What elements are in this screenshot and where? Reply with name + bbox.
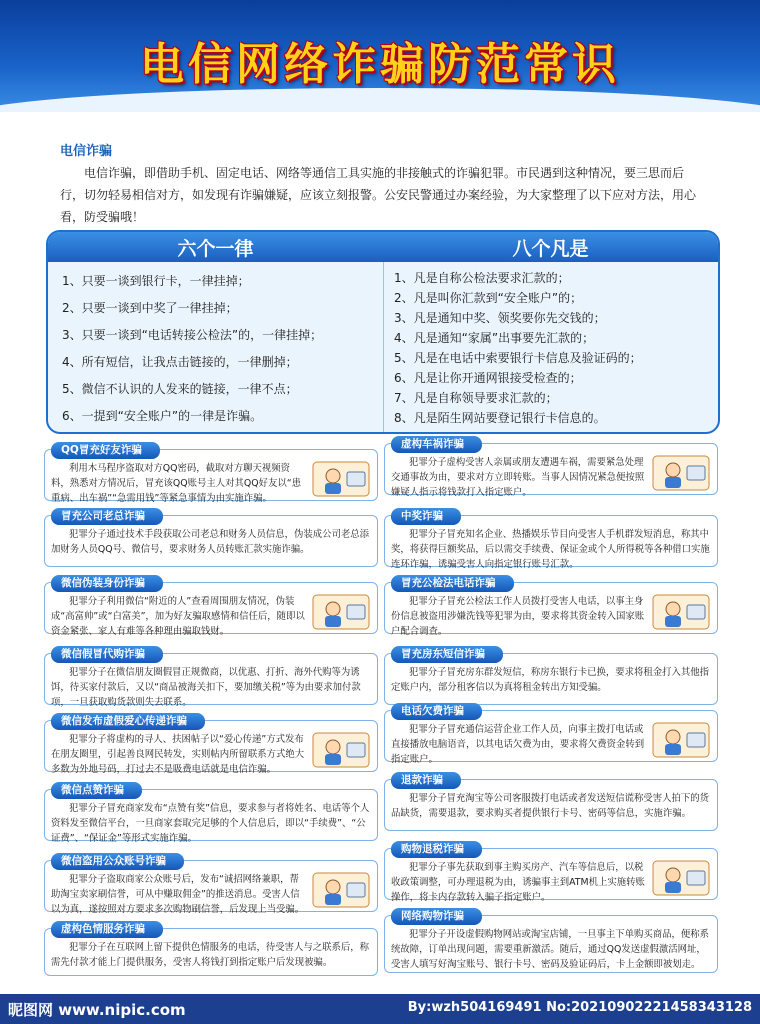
rule-item: 6、凡是让你开通网银接受检查的； xyxy=(394,371,582,385)
scam-card-title: 虚构车祸诈骗 xyxy=(391,436,482,453)
watermark-byline: By:wzh504169491 No:20210902221458343128 xyxy=(407,1000,752,1015)
rule-item: 7、凡是自称领导要求汇款的； xyxy=(394,391,558,405)
rule-item: 2、凡是叫你汇款到“安全账户”的； xyxy=(394,291,583,305)
scam-card-text: 犯罪分子事先获取到事主购买房产、汽车等信息后，以税收政策调整，可办理退税为由，诱骗事主到ATM机上实施转账操作，将卡内存款转入骗子指定账户。 xyxy=(391,862,645,903)
cartoon-illustration-icon xyxy=(651,857,711,897)
scam-card xyxy=(384,910,718,973)
scam-card-text: 犯罪分子盗取商家公众账号后，发布“诚招网络兼职，帮助淘宝卖家刷信誉，可从中赚取佣金”的推送消息。受害人信以为真，遂按照对方要求多次购物刷信誉，后发现上当受骗。 xyxy=(51,874,305,915)
cartoon-illustration-icon xyxy=(651,719,711,759)
scam-card xyxy=(384,774,718,831)
scam-card-title: 微信假冒代购诈骗 xyxy=(51,646,163,663)
scam-card xyxy=(44,648,378,708)
scam-card xyxy=(384,577,718,637)
rule-item: 5、微信不认识的人发来的链接，一律不点； xyxy=(62,382,298,396)
rule-item: 4、所有短信，让我点击链接的，一律删掉； xyxy=(62,355,298,369)
scam-card-title: QQ冒充好友诈骗 xyxy=(51,442,160,459)
rules-left-title: 六个一律 xyxy=(177,238,254,260)
scam-card-text: 犯罪分子冒充知名企业、热播娱乐节目向受害人手机群发短消息，称其中奖，将获得巨额奖品，后以需交手续费、保证金或个人所得税等各种借口实施连环诈骗，诱骗受害人向指定银行账号汇款。 xyxy=(391,529,710,570)
cartoon-illustration-icon xyxy=(311,729,371,769)
scam-card xyxy=(44,784,378,844)
rule-item: 8、凡是陌生网站要登记银行卡信息的。 xyxy=(394,411,606,425)
cartoon-illustration-icon xyxy=(311,869,371,909)
rules-right-list xyxy=(394,268,709,428)
rules-left-list xyxy=(62,268,382,430)
scam-card xyxy=(44,444,378,504)
scam-card-title: 冒充公司老总诈骗 xyxy=(51,508,163,525)
rules-panel xyxy=(46,230,720,434)
scam-card-text: 犯罪分子虚构受害人亲属或朋友遭遇车祸，需要紧急处理交通事故为由，要求对方立即转账。当事人因情况紧急便按照嫌疑人指示将钱款打入指定账户。 xyxy=(391,457,645,498)
scam-card-title: 微信伪装身份诈骗 xyxy=(51,575,163,592)
scam-card xyxy=(384,648,718,705)
header-banner xyxy=(0,0,760,112)
scam-card-title: 中奖诈骗 xyxy=(391,508,461,525)
rule-item: 3、凡是通知中奖、领奖要你先交钱的； xyxy=(394,311,606,325)
cartoon-illustration-icon xyxy=(311,591,371,631)
section-title: 电信诈骗 xyxy=(60,144,113,159)
rule-item: 6、一提到“安全账户”的一律是诈骗。 xyxy=(62,409,263,423)
scam-card xyxy=(44,923,378,976)
rules-right-title: 八个凡是 xyxy=(512,238,589,260)
scam-card xyxy=(44,715,378,775)
scam-card xyxy=(384,705,718,765)
scam-card-text: 犯罪分子冒充淘宝等公司客服拨打电话或者发送短信谎称受害人拍下的货品缺货，需要退款，要求购买者提供银行卡号、密码等信息，实施诈骗。 xyxy=(391,793,710,819)
scam-card xyxy=(384,438,718,498)
page-title: 电信网络诈骗防范常识 xyxy=(140,39,620,90)
scam-card-text: 利用木马程序盗取对方QQ密码，截取对方聊天视频资料，熟悉对方情况后，冒充该QQ账号主人对其QQ好友以“患重病、出车祸”“急需用钱”等紧急事情为由实施诈骗。 xyxy=(51,463,302,504)
scam-card-text: 犯罪分子利用微信“附近的人”查看周围朋友情况，伪装成“高富帅”或“白富美”，加为好友骗取感情和信任后，随即以资金紧张、家人有难等各种理由骗取钱财。 xyxy=(51,596,305,637)
scam-card xyxy=(44,577,378,637)
watermark-logo: 昵图网 www.nipic.com xyxy=(8,1001,186,1019)
scam-card-title: 冒充房东短信诈骗 xyxy=(391,646,503,663)
scam-card-text: 犯罪分子冒充公检法工作人员拨打受害人电话，以事主身份信息被盗用涉嫌洗钱等犯罪为由，要求将其资金转入国家账户配合调查。 xyxy=(391,596,645,637)
scam-card-text: 犯罪分子通过技术手段获取公司老总和财务人员信息，伪装成公司老总添加财务人员QQ号、微信号，要求财务人员转账汇款实施诈骗。 xyxy=(51,529,370,555)
scam-card xyxy=(384,510,718,570)
scam-card-title: 微信盗用公众账号诈骗 xyxy=(51,853,184,870)
scam-card-text: 犯罪分子在微信朋友圈假冒正规微商，以优惠、打折、海外代购等为诱饵，待买家付款后，又以“商品被海关扣下，要加缴关税”等为由要求加付款项，一旦获取购货款则失去联系。 xyxy=(51,667,361,708)
scam-card-text: 犯罪分子开设虚假购物网站或淘宝店铺，一旦事主下单购买商品，便称系统故障，订单出现问题，需要重新激活。随后，通过QQ发送虚假激活网址，受害人填写好淘宝账号、银行卡号、密码及验证码后，卡上金额即被划走。 xyxy=(391,929,710,970)
scam-card-text: 犯罪分子在互联网上留下提供色情服务的电话，待受害人与之联系后，称需先付款才能上门提供服务，受害人将钱打到指定账户后发现被骗。 xyxy=(51,942,370,968)
scam-card-text: 犯罪分子冒充通信运营企业工作人员，向事主拨打电话或直接播放电脑语音，以其电话欠费为由，要求将欠费资金转到指定账户。 xyxy=(391,724,645,765)
rule-item: 1、只要一谈到银行卡，一律挂掉； xyxy=(62,274,250,288)
scam-card-title: 退款诈骗 xyxy=(391,772,461,789)
rule-item: 5、凡是在电话中索要银行卡信息及验证码的； xyxy=(394,351,642,365)
scam-card-title: 网络购物诈骗 xyxy=(391,908,482,925)
scam-card-title: 虚构色情服务诈骗 xyxy=(51,921,163,938)
footer-bar xyxy=(0,994,760,1024)
scam-card xyxy=(384,843,718,903)
scam-card-title: 电话欠费诈骗 xyxy=(391,703,482,720)
rules-divider xyxy=(383,262,384,432)
cartoon-illustration-icon xyxy=(651,591,711,631)
scam-card-title: 冒充公检法电话诈骗 xyxy=(391,575,514,592)
cartoon-illustration-icon xyxy=(311,458,371,498)
section-intro: 电信诈骗，即借助手机、固定电话、网络等通信工具实施的非接触式的诈骗犯罪。市民遇到这种情况，要三思而后行，切勿轻易相信对方，如发现有诈骗嫌疑，应该立刻报警。公安民警通过办案经验，为大家整理了以下应对方法，用心看，防受骗哦！ xyxy=(60,166,697,224)
rule-item: 1、凡是自称公检法要求汇款的； xyxy=(394,271,570,285)
rule-item: 4、凡是通知“家属”出事要先汇款的； xyxy=(394,331,595,345)
rule-item: 3、只要一谈到“电话转接公检法”的，一律挂掉； xyxy=(62,328,323,342)
scam-card-title: 购物退税诈骗 xyxy=(391,841,482,858)
scam-card xyxy=(44,855,378,915)
scam-card-title: 微信点赞诈骗 xyxy=(51,782,142,799)
rule-item: 2、只要一谈到中奖了一律挂掉； xyxy=(62,301,238,315)
scam-card xyxy=(44,510,378,567)
cartoon-illustration-icon xyxy=(651,452,711,492)
scam-card-text: 犯罪分子冒充商家发布“点赞有奖”信息，要求参与者将姓名、电话等个人资料发至微信平台，一旦商家套取完足够的个人信息后，即以“手续费”、“公证费”、“保证金”等形式实施诈骗。 xyxy=(51,803,370,844)
scam-card-text: 犯罪分子冒充房东群发短信，称房东银行卡已换，要求将租金打入其他指定账户内，部分租客信以为真将租金转出方知受骗。 xyxy=(391,667,710,693)
scam-card-text: 犯罪分子将虚构的寻人、扶困帖子以“爱心传递”方式发布在朋友圈里，引起善良网民转发，实则帖内所留联系方式绝大多数为外地号码，打过去不是吸费电话就是电信诈骗。 xyxy=(51,734,305,775)
scam-card-title: 微信发布虚假爱心传递诈骗 xyxy=(51,713,205,730)
